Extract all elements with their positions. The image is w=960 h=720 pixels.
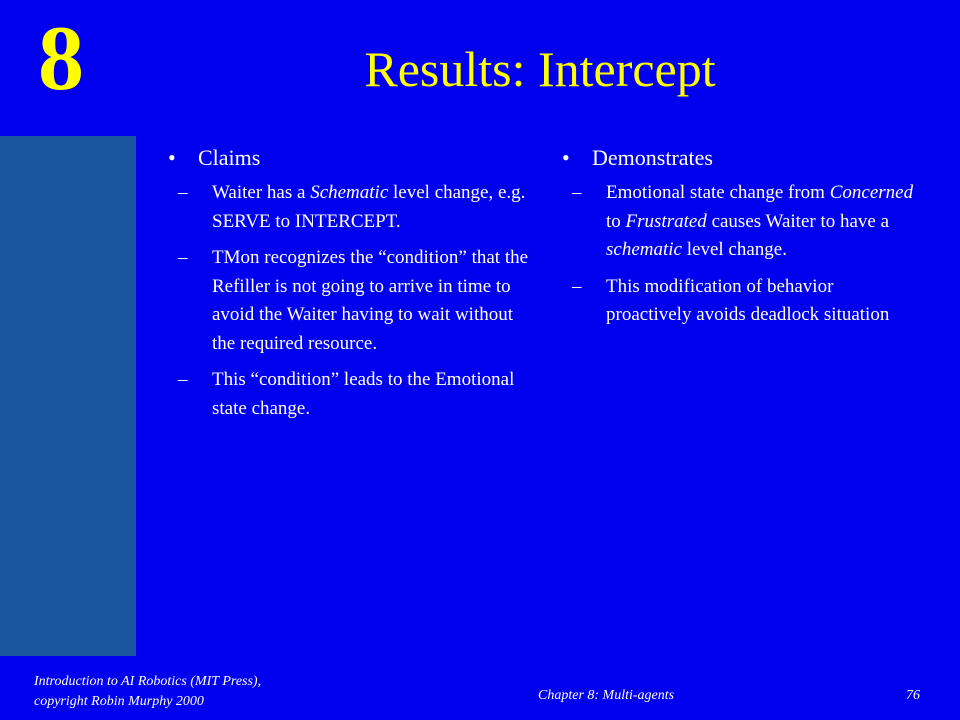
claims-heading: Claims [198, 145, 261, 170]
sub-item [168, 366, 538, 423]
text-run: This “condition” leads to the Emotional state change. [212, 369, 515, 419]
chapter-number: 8 [38, 7, 84, 109]
sub-item [168, 244, 538, 358]
text-run: Waiter has a [212, 182, 311, 203]
demonstrates-column [562, 143, 922, 338]
footer-source-line-2: copyright Robin Murphy 2000 [34, 694, 204, 709]
sub-item-text [212, 179, 538, 236]
demonstrates-bullet [562, 143, 922, 173]
emphasis-text: Concerned [829, 182, 914, 203]
dash-icon: – [178, 369, 188, 390]
emphasis-text: Schematic [310, 182, 389, 203]
sub-item-text [606, 179, 922, 265]
text-run: level change. [681, 239, 787, 260]
claims-list [168, 179, 538, 423]
sub-item-text [212, 366, 538, 423]
sub-item [562, 273, 922, 330]
footer-chapter: Chapter 8: Multi-agents [538, 688, 675, 703]
dash-icon: – [178, 182, 188, 203]
text-run: to [606, 210, 626, 232]
dash-icon: – [178, 247, 188, 268]
text-run: level change, e.g. SERVE to INTERCEPT. [212, 182, 526, 232]
claims-bullet [168, 143, 538, 173]
demonstrates-heading: Demonstrates [592, 145, 713, 170]
dash-icon: – [572, 182, 582, 203]
demonstrates-list [562, 179, 922, 330]
emphasis-text: schematic [606, 239, 682, 260]
side-bar-panel [0, 136, 136, 656]
bullet-icon: • [562, 145, 570, 170]
text-run: Emotional state change from [606, 182, 830, 203]
text-run: This modification of behavior proactively avoids deadlock situation [606, 275, 890, 325]
text-run: TMon recognizes the “condition” that the Refiller is not going to arrive in time to avoid the Waiter having to wait without the required resource. [212, 247, 529, 354]
sub-item [168, 179, 538, 236]
sub-item-text [606, 273, 922, 330]
footer-source [34, 672, 354, 712]
slide-title: Results: Intercept [364, 41, 716, 97]
claims-column [168, 143, 538, 431]
dash-icon: – [572, 275, 582, 297]
emphasis-text: Frustrated [625, 210, 707, 232]
sub-item [562, 179, 922, 265]
footer-source-line-1: Introduction to AI Robotics (MIT Press), [34, 674, 262, 689]
text-run: causes Waiter to have a [706, 210, 890, 232]
bullet-icon: • [168, 145, 176, 170]
sub-item-text [212, 244, 538, 358]
page-number: 76 [906, 688, 920, 703]
